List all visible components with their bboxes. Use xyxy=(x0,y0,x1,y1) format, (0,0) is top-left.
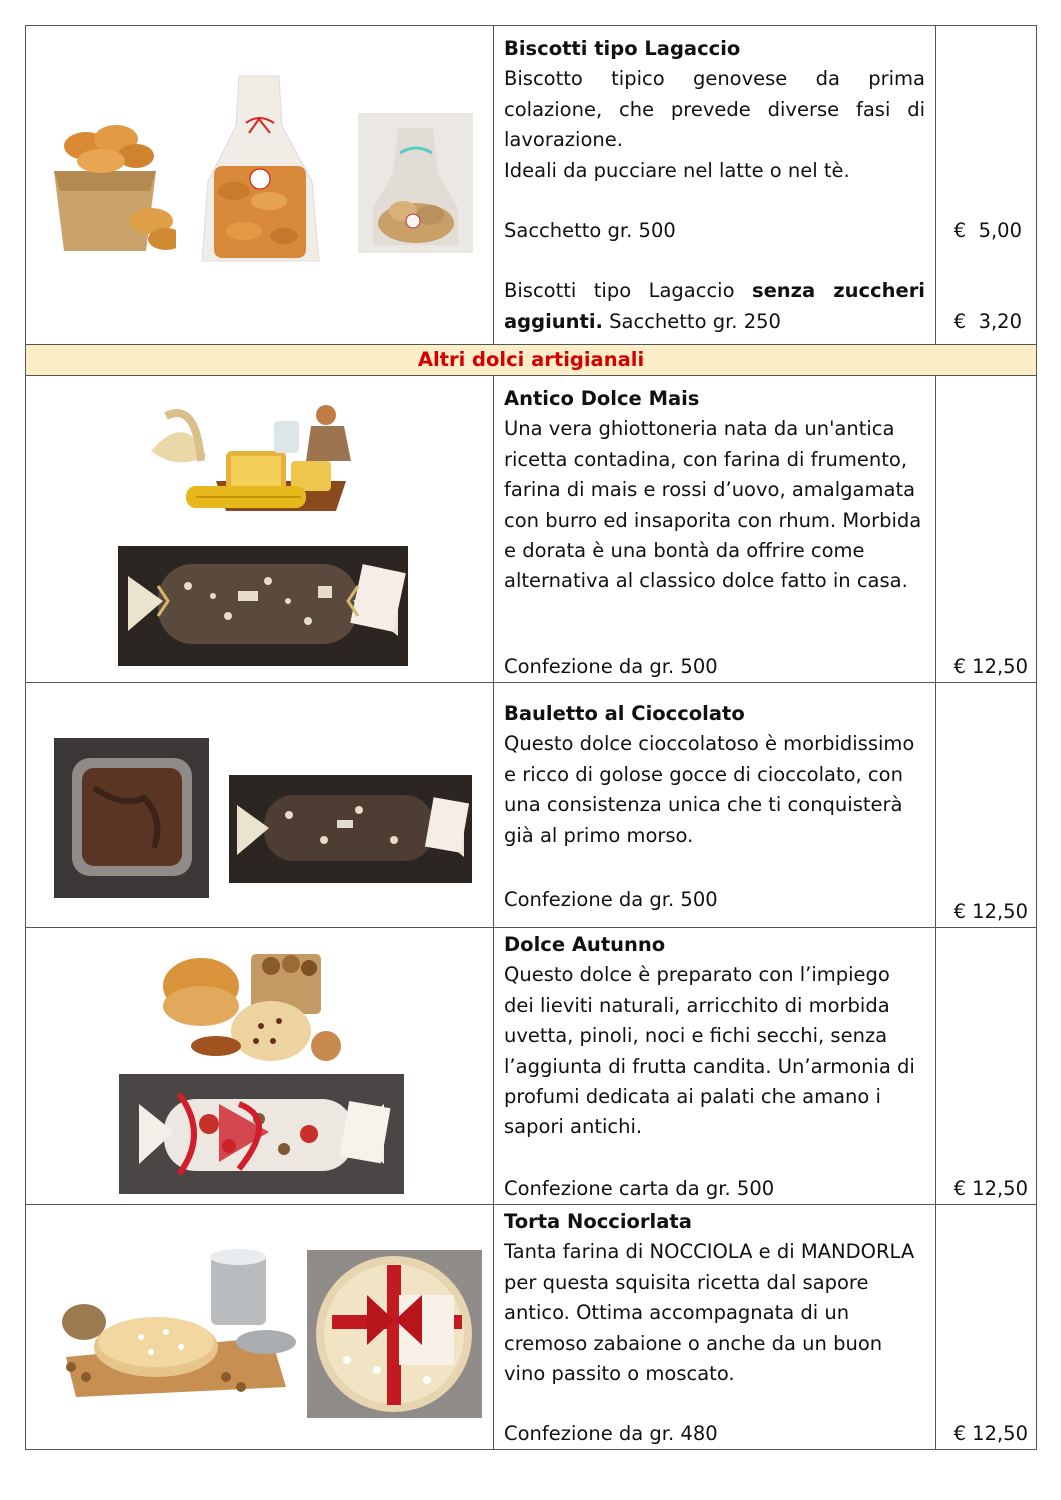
biscotti-small-bag-image xyxy=(358,113,473,253)
pack-size: Confezione da gr. 480 xyxy=(504,1421,718,1445)
product-desc: Questo dolce è preparato con l’impiego dei lieviti naturali, arricchito di morbida uvetta, pinoli, noci e fichi secchi, senza l’aggiunta di frutta candita. Un’armonia di profumi dedicata ai palati che amano i sapori antichi. xyxy=(504,963,915,1139)
product-desc-line: Ideali da pucciare nel latte o nel tè. xyxy=(504,158,850,182)
price-cell xyxy=(936,928,1037,1205)
biscotti-basket-image xyxy=(46,111,176,256)
price-cell xyxy=(936,376,1037,683)
product-title: Antico Dolce Mais xyxy=(504,387,700,410)
table-row xyxy=(26,683,1037,928)
product-images xyxy=(26,683,494,928)
product-desc: Questo dolce cioccolatoso è morbidissimo e ricco di golose gocce di cioccolato, con una consistenza unica che ti conquisterà già al primo morso. xyxy=(504,732,915,847)
price-cell xyxy=(936,1205,1037,1450)
price: € 12,50 xyxy=(953,1177,1028,1200)
autumn-cake-image xyxy=(161,946,356,1071)
product-description xyxy=(494,376,935,682)
autumn-cake-package-image xyxy=(119,1074,404,1194)
product-images xyxy=(26,928,494,1205)
product-images xyxy=(26,26,494,345)
hazelnut-cake-package-image xyxy=(307,1250,482,1418)
product-desc: Una vera ghiottoneria nata da un'antica ricetta contadina, con farina di frumento, farina di mais e rossi d’uovo, amalgamata con burro ed insaporita con rhum. Morbida e dorata è una bontà da offrire come alternativa al classico dolce fatto in casa. xyxy=(504,417,922,593)
hazelnut-cake-image xyxy=(46,1247,301,1402)
product-title: Torta Nocciorlata xyxy=(504,1210,692,1233)
pack-variant-bold: senza zuccheri aggiunti. xyxy=(504,279,925,333)
price: € 3,20 xyxy=(953,310,1022,333)
biscotti-bag-image xyxy=(194,71,324,266)
product-images xyxy=(26,1205,494,1450)
corn-cake-image xyxy=(146,401,361,521)
corn-cake-package-image xyxy=(118,546,408,666)
table-row xyxy=(26,1205,1037,1450)
table-row xyxy=(26,928,1037,1205)
chocolate-package-image xyxy=(229,775,472,883)
price-cell xyxy=(936,683,1037,928)
product-table xyxy=(25,25,1037,1450)
product-description xyxy=(494,928,935,1204)
product-title: Bauletto al Cioccolato xyxy=(504,702,745,725)
price: € 5,00 xyxy=(953,219,1022,242)
price: € 12,50 xyxy=(953,1422,1028,1445)
price-cell xyxy=(936,26,1037,345)
pack-size: Sacchetto gr. 500 xyxy=(504,219,676,243)
pack-size: Confezione da gr. 500 xyxy=(504,654,718,678)
pack-size: Confezione carta da gr. 500 xyxy=(504,1176,775,1200)
chocolate-loaf-image xyxy=(54,738,209,898)
pack-variant xyxy=(504,276,925,337)
table-row xyxy=(26,26,1037,345)
product-title: Biscotti tipo Lagaccio xyxy=(504,37,741,60)
section-title: Altri dolci artigianali xyxy=(26,345,1037,376)
pack-variant-size: Sacchetto gr. 250 xyxy=(602,309,781,333)
product-description xyxy=(494,26,935,344)
product-description xyxy=(494,1205,935,1449)
product-desc-line: Biscotto tipico genovese da prima colazione, che prevede diverse fasi di lavorazione. xyxy=(504,67,925,152)
product-desc: Tanta farina di NOCCIOLA e di MANDORLA per questa squisita ricetta dal sapore antico. Ottima accompagnata di un cremoso zabaione o anche da un buon vino passito o moscato. xyxy=(504,1240,915,1386)
table-row xyxy=(26,376,1037,683)
price: € 12,50 xyxy=(953,900,1028,923)
pack-size: Confezione da gr. 500 xyxy=(504,887,718,911)
product-title: Dolce Autunno xyxy=(504,933,666,956)
product-description xyxy=(494,683,935,927)
section-header-row xyxy=(26,345,1037,376)
pack-variant-name: Biscotti tipo Lagaccio xyxy=(504,279,752,303)
price: € 12,50 xyxy=(953,655,1028,678)
product-images xyxy=(26,376,494,683)
